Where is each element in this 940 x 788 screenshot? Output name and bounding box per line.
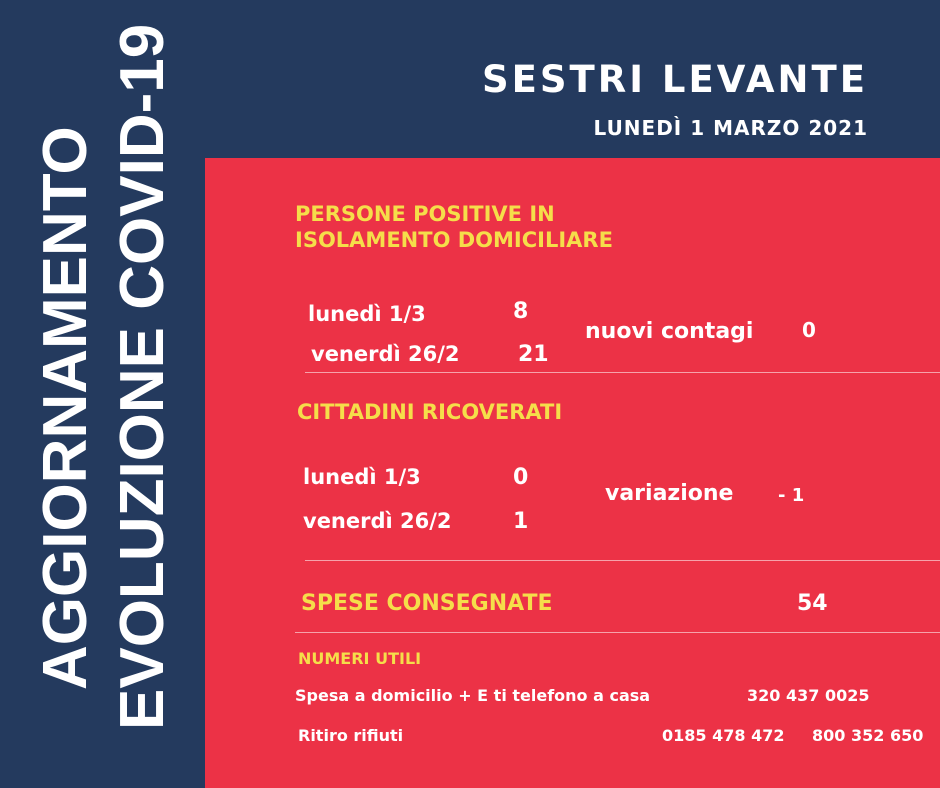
divider-1 [305, 372, 940, 373]
ricoverati-row2-label: venerdì 26/2 [303, 509, 452, 533]
divider-2 [305, 560, 940, 561]
ricoverati-row2-value: 1 [513, 509, 529, 534]
positivi-title [295, 201, 613, 253]
positivi-row1-label: lunedì 1/3 [308, 302, 426, 326]
numeri-row2-label: Ritiro rifiuti [298, 726, 404, 745]
divider-3 [295, 632, 940, 633]
positivi-row2-value: 21 [518, 342, 549, 367]
positivi-row2-label: venerdì 26/2 [311, 342, 460, 366]
variazione-value: - 1 [778, 485, 805, 506]
vertical-title-line1: AGGIORNAMENTO [31, 126, 100, 690]
numeri-row1-label: Spesa a domicilio + E ti telefono a casa [295, 686, 651, 705]
spese-label: SPESE CONSEGNATE [301, 591, 553, 616]
positivi-row1-value: 8 [513, 299, 529, 324]
ricoverati-row1-label: lunedì 1/3 [303, 465, 421, 489]
nuovi-contagi-label: nuovi contagi [585, 319, 754, 344]
numeri-row2-number2: 800 352 650 [812, 726, 924, 745]
numeri-utili-title: NUMERI UTILI [298, 649, 422, 668]
ricoverati-row1-value: 0 [513, 465, 529, 490]
ricoverati-title: CITTADINI RICOVERATI [297, 400, 563, 424]
header-city: SESTRI LEVANTE [481, 58, 868, 101]
numeri-row1-number: 320 437 0025 [747, 686, 870, 705]
header-date: LUNEDÌ 1 MARZO 2021 [593, 116, 868, 140]
spese-value: 54 [797, 591, 828, 616]
nuovi-contagi-value: 0 [802, 318, 816, 342]
variazione-label: variazione [605, 481, 734, 506]
vertical-title [0, 0, 205, 788]
numeri-row2-number1: 0185 478 472 [662, 726, 785, 745]
positivi-title-line2: ISOLAMENTO DOMICILIARE [295, 228, 613, 252]
vertical-title-line2: EVOLUZIONE COVID-19 [108, 23, 177, 730]
content-panel [205, 158, 940, 788]
positivi-title-line1: PERSONE POSITIVE IN [295, 202, 555, 226]
